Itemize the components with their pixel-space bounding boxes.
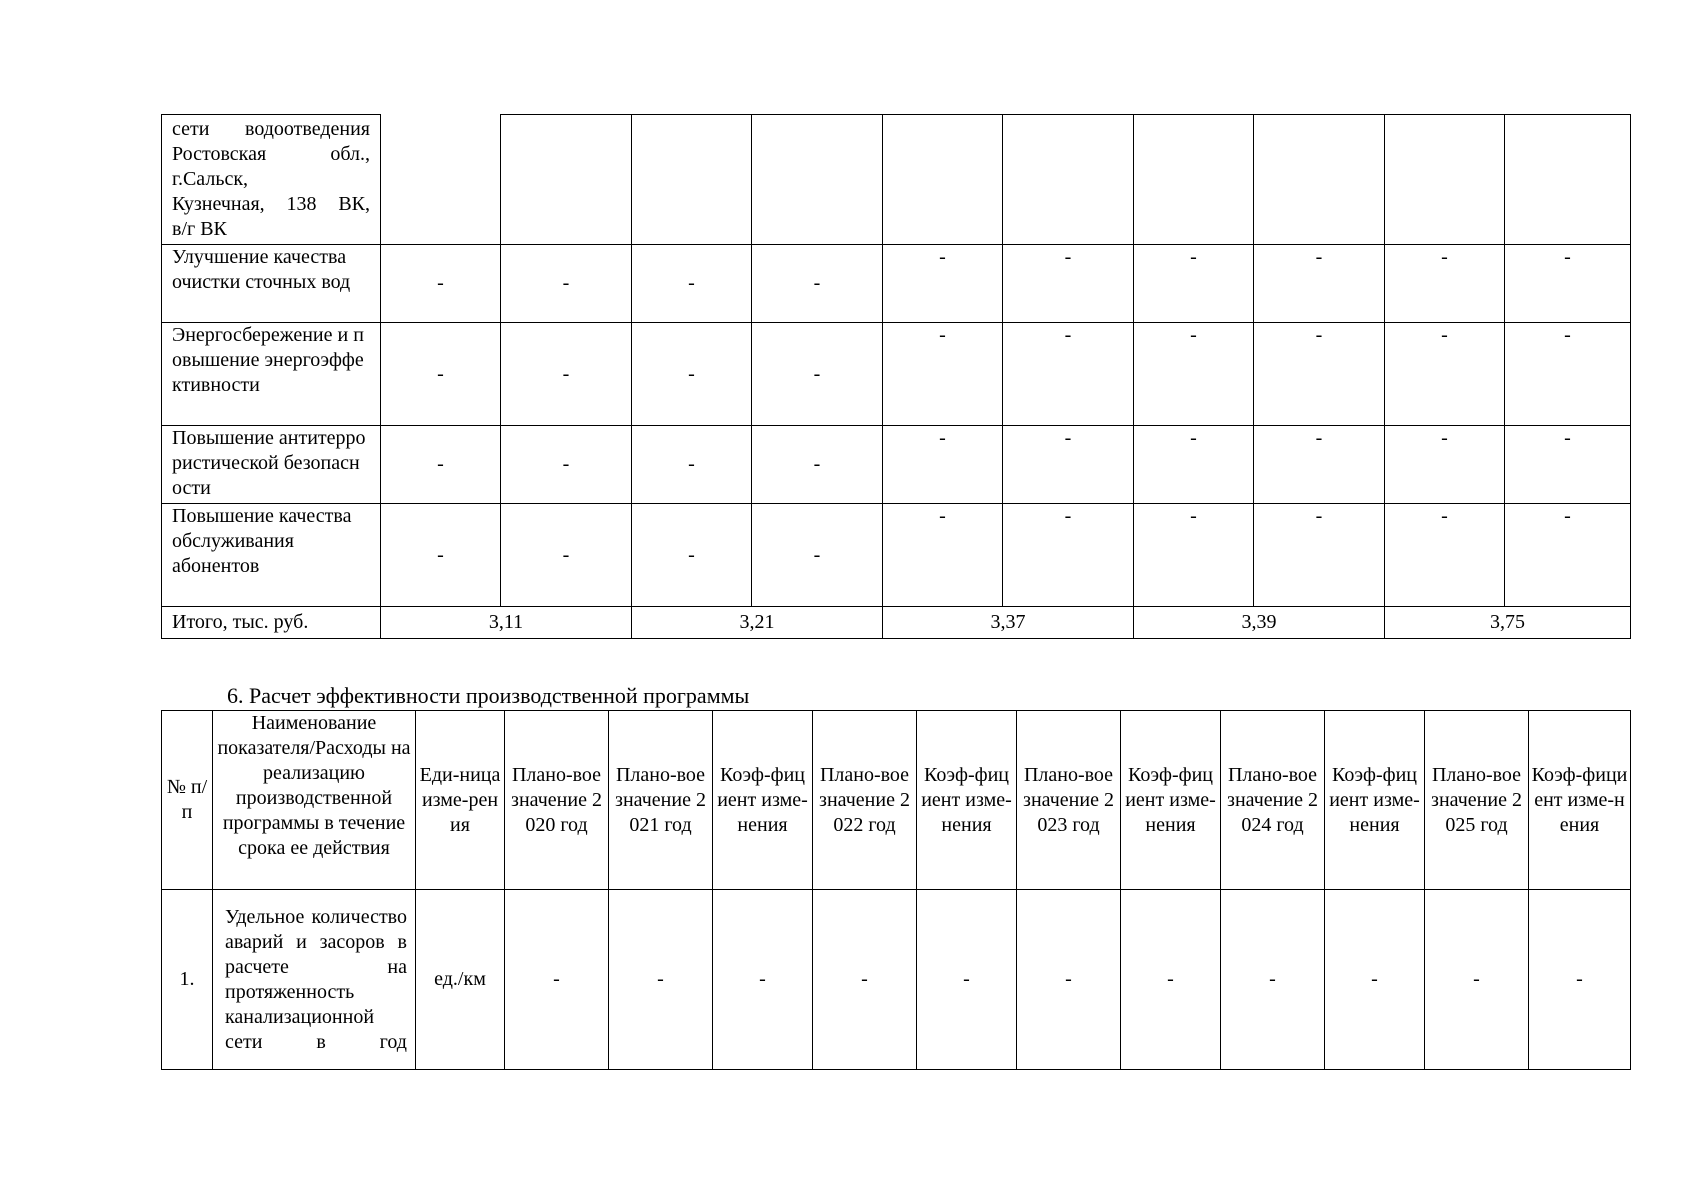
- cell: -: [1017, 890, 1121, 1070]
- cell: -: [1505, 245, 1631, 323]
- cell: -: [813, 890, 917, 1070]
- row-label: Улучшение качества очистки сточных вод: [162, 245, 381, 323]
- row-number: 1.: [162, 890, 213, 1070]
- cell: -: [752, 504, 883, 607]
- header-cell: Коэф-фициент изме-нения: [713, 711, 813, 890]
- header-row: [162, 711, 1631, 890]
- cell: -: [883, 426, 1003, 504]
- cell: -: [752, 323, 883, 426]
- cell: -: [883, 323, 1003, 426]
- cell: -: [381, 323, 501, 426]
- table-row: [162, 426, 1631, 504]
- total-label: Итого, тыс. руб.: [162, 607, 381, 639]
- cell: -: [381, 426, 501, 504]
- row-unit: ед./км: [416, 890, 505, 1070]
- section-title: 6. Расчет эффективности производственной программы: [227, 683, 750, 708]
- cell: [501, 115, 632, 245]
- cell: -: [1325, 890, 1425, 1070]
- total-value: 3,21: [632, 607, 883, 639]
- cell: -: [1003, 504, 1134, 607]
- cell: -: [632, 323, 752, 426]
- cell: -: [501, 504, 632, 607]
- cell: -: [1505, 323, 1631, 426]
- cell: -: [1003, 426, 1134, 504]
- cell: -: [1505, 504, 1631, 607]
- cell: -: [381, 245, 501, 323]
- header-cell: Коэф-фициент изме-нения: [1325, 711, 1425, 890]
- cell: -: [1134, 323, 1254, 426]
- cell: -: [1385, 504, 1505, 607]
- cell: -: [1385, 323, 1505, 426]
- cell: -: [1134, 245, 1254, 323]
- row-label: Энергосбережение и повышение энергоэффективности: [162, 323, 381, 426]
- cell: -: [501, 323, 632, 426]
- header-cell: Коэф-фициент изме-нения: [1121, 711, 1221, 890]
- cell: -: [1254, 323, 1385, 426]
- header-cell: № п/п: [162, 711, 213, 890]
- cell: -: [1003, 245, 1134, 323]
- cell: [1385, 115, 1505, 245]
- header-cell: Плано-вое значение 2022 год: [813, 711, 917, 890]
- table-row: [162, 245, 1631, 323]
- cell: -: [1134, 504, 1254, 607]
- cell: -: [1254, 245, 1385, 323]
- cell: [1134, 115, 1254, 245]
- total-value: 3,39: [1134, 607, 1385, 639]
- total-row: [162, 607, 1631, 639]
- header-cell: Коэф-фициент изме-нения: [917, 711, 1017, 890]
- cell: -: [1254, 426, 1385, 504]
- cell: [1003, 115, 1134, 245]
- cell: -: [505, 890, 609, 1070]
- cell: -: [609, 890, 713, 1070]
- cell: -: [501, 426, 632, 504]
- header-cell: Плано-вое значение 2024 год: [1221, 711, 1325, 890]
- cell: [883, 115, 1003, 245]
- efficiency-table: [161, 710, 1631, 1070]
- total-value: 3,75: [1385, 607, 1631, 639]
- cell: -: [713, 890, 813, 1070]
- expenses-table: [161, 114, 1631, 639]
- cell: -: [501, 245, 632, 323]
- row-description: Удельное количество аварий и засоров в расчете на протяженность канализационной сети в год: [213, 890, 416, 1070]
- cell: -: [1003, 323, 1134, 426]
- row-label: Повышение качества обслуживания абонентов: [162, 504, 381, 607]
- table-row: [162, 323, 1631, 426]
- cell: -: [1134, 426, 1254, 504]
- cell: -: [1505, 426, 1631, 504]
- header-cell: Коэф-фициент изме-нения: [1529, 711, 1631, 890]
- cell: [381, 115, 501, 245]
- cell: [632, 115, 752, 245]
- row-label: Повышение антитеррористической безопасности: [162, 426, 381, 504]
- cell: -: [632, 245, 752, 323]
- cell: -: [917, 890, 1017, 1070]
- cell: -: [1529, 890, 1631, 1070]
- total-value: 3,37: [883, 607, 1134, 639]
- cell: [1505, 115, 1631, 245]
- cell: -: [883, 504, 1003, 607]
- cell: -: [752, 426, 883, 504]
- cell: -: [1121, 890, 1221, 1070]
- cell: [1254, 115, 1385, 245]
- cell: -: [632, 426, 752, 504]
- table-row-continued: [162, 115, 1631, 245]
- total-value: 3,11: [381, 607, 632, 639]
- header-cell: Наименование показателя/Расходы на реализацию производственной программы в течение срока ее действия: [213, 711, 416, 890]
- cell: -: [883, 245, 1003, 323]
- cell: [752, 115, 883, 245]
- cell: -: [381, 504, 501, 607]
- cell: -: [1425, 890, 1529, 1070]
- cell: -: [1221, 890, 1325, 1070]
- cell: -: [632, 504, 752, 607]
- header-cell: Плано-вое значение 2021 год: [609, 711, 713, 890]
- cell: -: [1254, 504, 1385, 607]
- cell: -: [1385, 426, 1505, 504]
- header-cell: Плано-вое значение 2025 год: [1425, 711, 1529, 890]
- cell: -: [1385, 245, 1505, 323]
- cell: -: [752, 245, 883, 323]
- table-row: [162, 504, 1631, 607]
- header-cell: Еди-ница изме-рения: [416, 711, 505, 890]
- header-cell: Плано-вое значение 2020 год: [505, 711, 609, 890]
- header-cell: Плано-вое значение 2023 год: [1017, 711, 1121, 890]
- row-label: сети водоотведения Ростовская обл., г.Сальск, Кузнечная, 138 ВК, в/г ВК: [162, 115, 381, 245]
- table-row: [162, 890, 1631, 1070]
